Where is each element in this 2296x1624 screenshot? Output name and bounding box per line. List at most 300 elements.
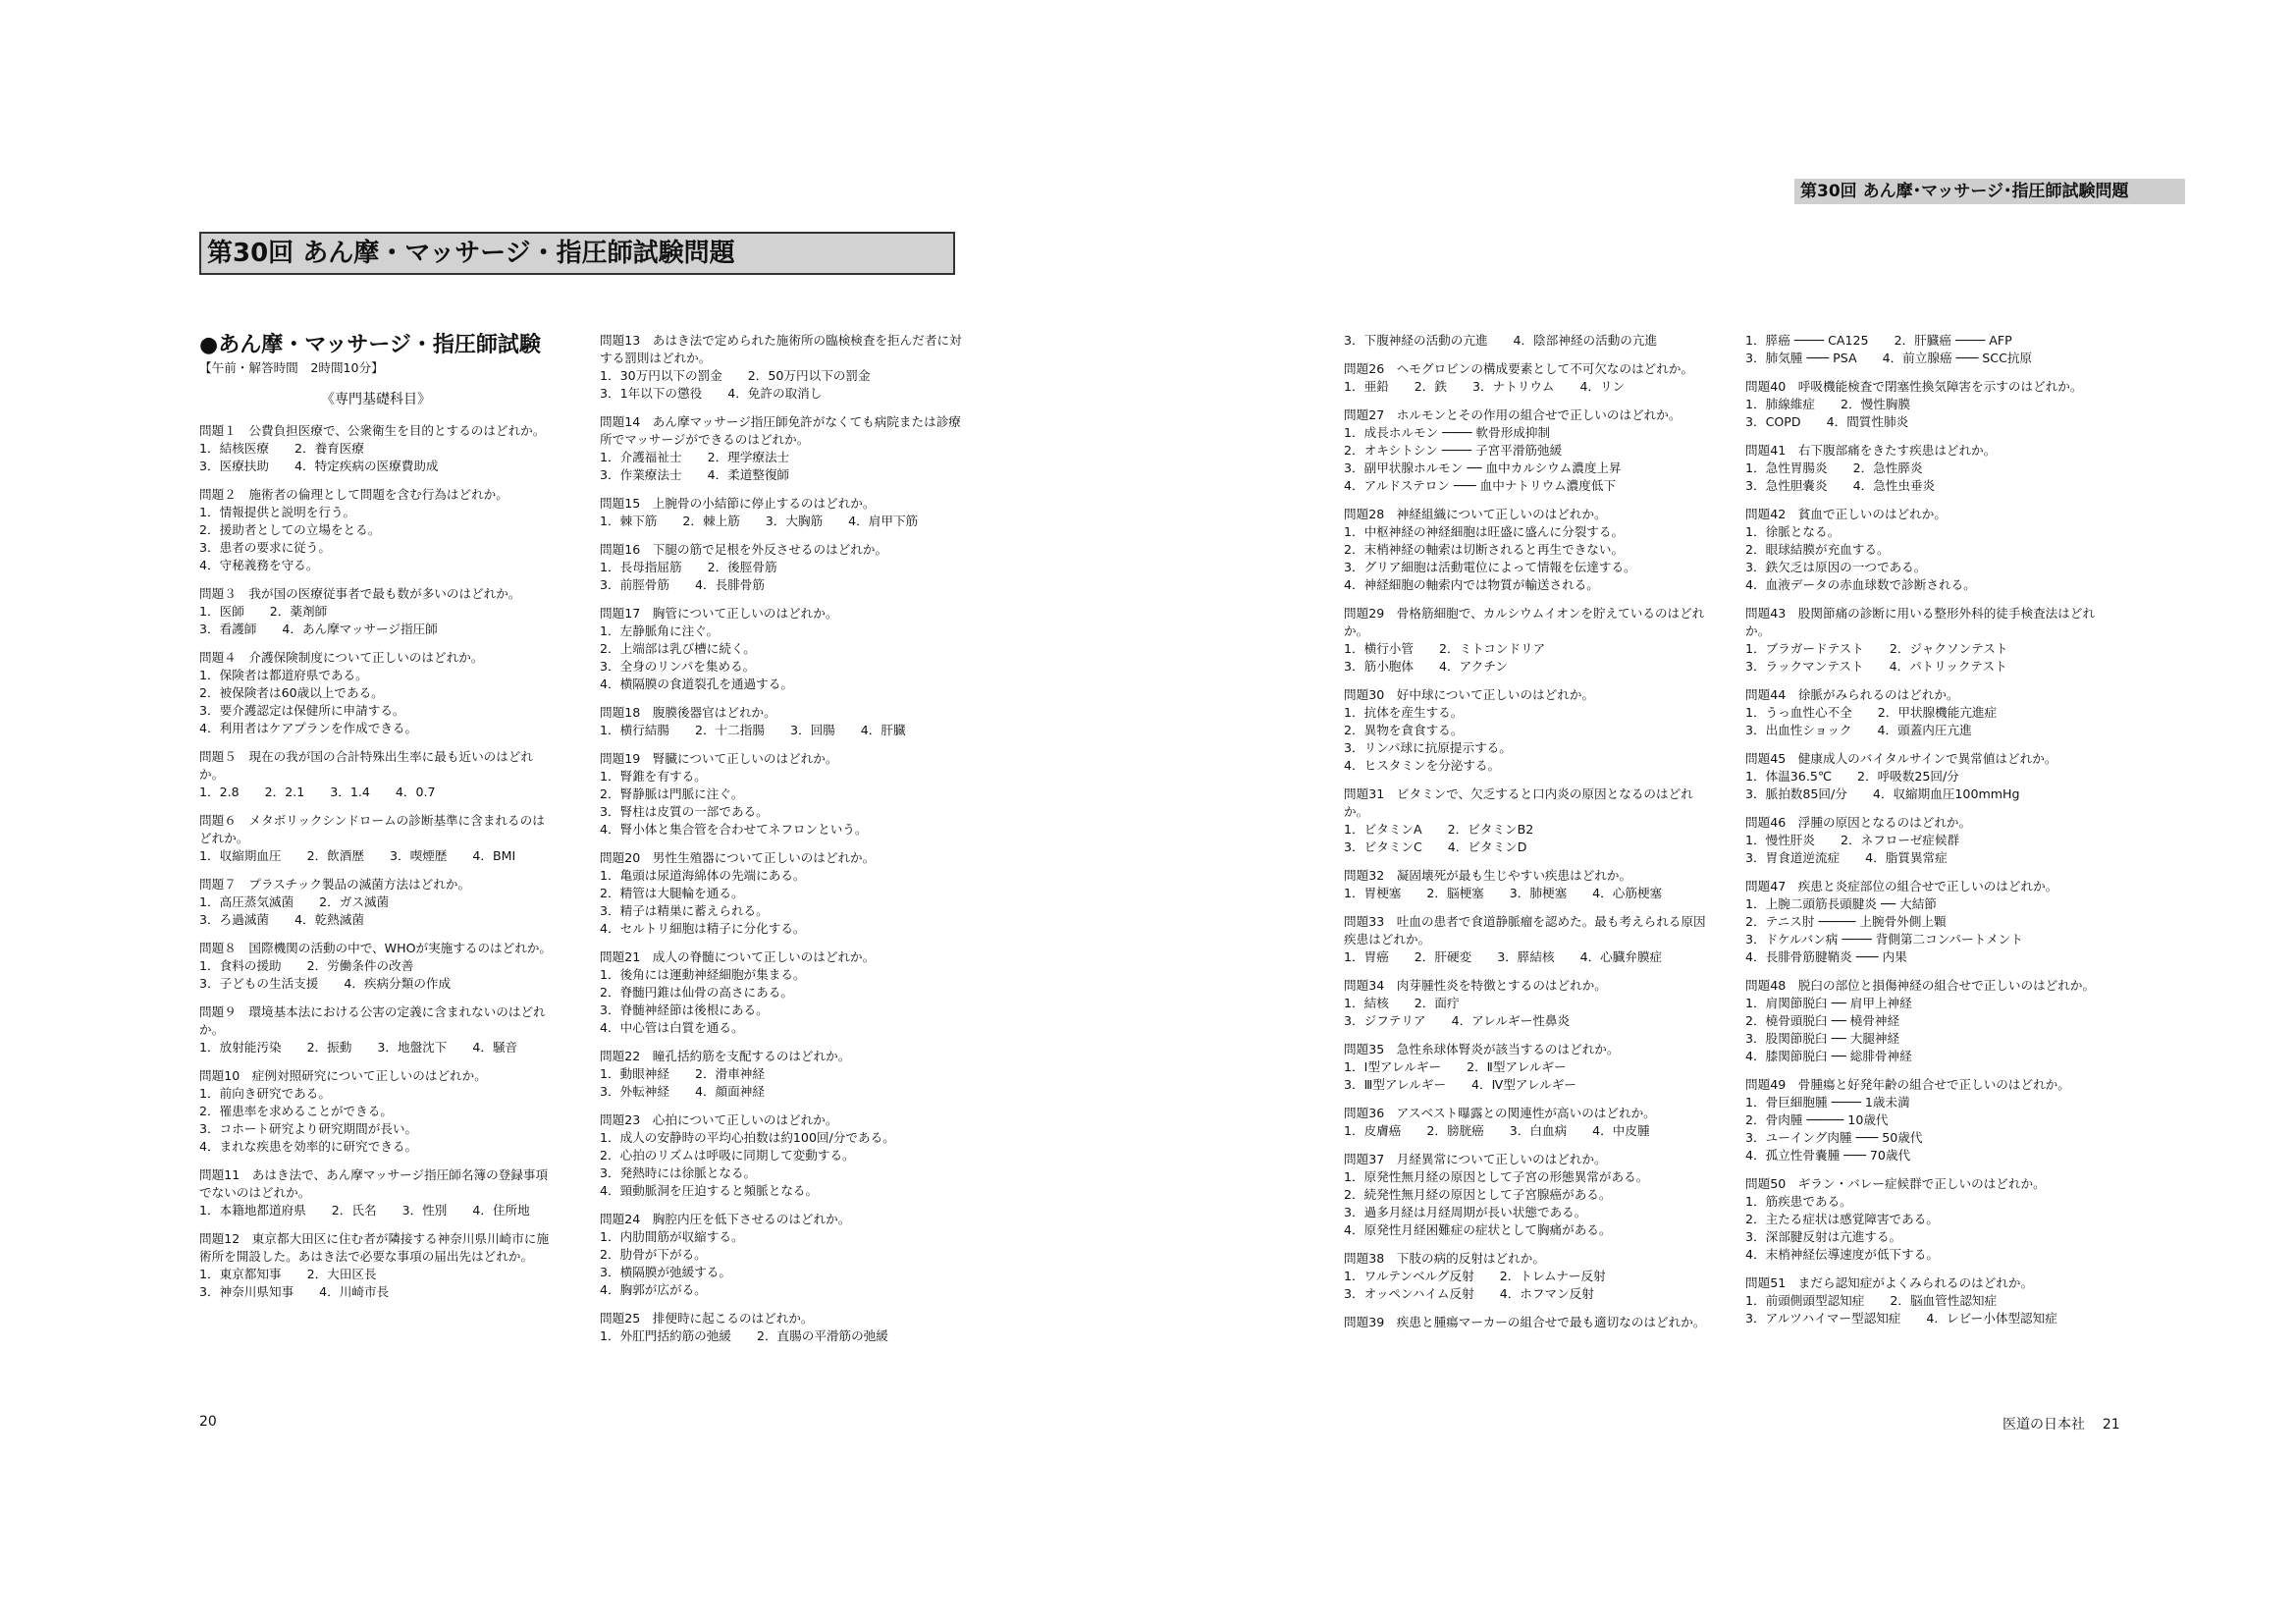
choice-row [600,722,963,739]
answer-choice: 4．ヒスタミンを分泌する。 [1344,758,1501,773]
choice-row [199,603,553,621]
question-stem: 問題34 肉芽腫性炎を特徴とするのはどれか。 [1344,978,1607,993]
choice-row [1344,821,1707,839]
answer-choice: 1．慢性肝炎 [1745,833,1815,847]
question-stem: 問題35 急性糸球体腎炎が該当するのはどれか。 [1344,1042,1620,1056]
answer-choice: 4．中心管は白質を通る。 [600,1020,744,1035]
choice-row [1344,658,1707,676]
choice-row [1745,1094,2109,1111]
answer-choice: 3．膵結核 [1497,949,1555,964]
answer-choice: 2．ミトコンドリア [1438,641,1546,656]
question [1745,1274,2109,1327]
choice-row [199,702,553,720]
answer-choice: 3．要介護認定は保健所に申請する。 [199,703,405,718]
question-stem: 問題10 症例対照研究について正しいのはどれか。 [199,1068,487,1083]
answer-choice: 3．発熱時には徐脈となる。 [600,1165,757,1180]
answer-choice: 2．罹患率を求めることができる。 [199,1104,393,1118]
answer-choice: 4．収縮期血圧100mmHg [1872,786,2020,801]
question [1344,332,1707,350]
choice-row [1745,913,2109,931]
answer-choice: 3．ジフテリア [1344,1013,1426,1028]
answer-choice: 3．医療扶助 [199,459,269,473]
choice-row [199,1103,553,1120]
question-list [600,332,963,1345]
answer-choice: 1．成長ホルモン ──── 軟骨形成抑制 [1344,425,1551,440]
choice-row [600,576,963,594]
choice-row [1344,424,1707,442]
answer-choice: 4．間質性肺炎 [1826,414,1909,429]
answer-choice: 2．慢性胸膜 [1840,397,1910,411]
choice-row [1745,1147,2109,1164]
section-subtitle: 【午前・解答時間 2時間10分】 [199,360,384,375]
choice-row [1745,832,2109,849]
question-stem: 問題51 まだら認知症がよくみられるのはどれか。 [1745,1275,2034,1290]
answer-choice: 1．筋疾患である。 [1745,1194,1852,1209]
question [600,541,963,594]
answer-choice: 2．トレムナー反射 [1499,1269,1606,1283]
choice-row [1745,931,2109,948]
choice-row [600,902,963,920]
answer-choice: 2．ビタミンB2 [1447,822,1534,837]
choice-row [1344,559,1707,576]
question [600,1048,963,1101]
choice-row [600,1083,963,1101]
answer-choice: 3．出血性ショック [1745,723,1852,737]
answer-choice: 2．労働条件の改善 [306,958,414,973]
answer-choice: 4．横隔膜の食道裂孔を通過する。 [600,677,793,691]
answer-choice: 4．アルドステロン ─── 血中ナトリウム濃度低下 [1344,478,1617,493]
running-title: 第30回 あん摩･マッサージ･指圧師試験問題 [1794,179,2185,204]
answer-choice: 2．滑車神経 [694,1066,765,1081]
answer-choice: 3．アルツハイマー型認知症 [1745,1311,1901,1326]
answer-choice: 3．ラックマンテスト [1745,659,1864,674]
answer-choice: 4．あん摩マッサージ指圧師 [282,622,438,636]
answer-choice: 1．肺線維症 [1745,397,1815,411]
question-stem: 問題４ 介護保険制度について正しいのはどれか。 [199,650,484,665]
choice-row [600,821,963,839]
page-footer-right [2002,1414,2120,1434]
answer-choice: 2．心拍のリズムは呼吸に同期して変動する。 [600,1148,855,1163]
question [199,1067,553,1156]
answer-choice: 1．横行小管 [1344,641,1414,656]
question [1745,378,2109,431]
category-heading: 《専門基礎科目》 [321,392,431,407]
answer-choice: 4．乾熱滅菌 [294,912,364,927]
choice-row [1344,477,1707,495]
question-stem: 問題７ プラスチック製品の滅菌方法はどれか。 [199,877,471,892]
answer-choice: 3．性別 [401,1203,448,1218]
choice-row [1745,849,2109,867]
choice-row [600,367,963,385]
choice-row [1745,1048,2109,1065]
answer-choice: 4．利用者はケアプランを作成できる。 [199,721,418,735]
choice-row [600,1019,963,1037]
choice-row [1745,785,2109,803]
question [1344,913,1707,966]
question-stem: 問題48 脱臼の部位と損傷神経の組合せで正しいのはどれか。 [1745,978,2096,993]
choice-row [600,449,963,466]
answer-choice: 3．股関節脱臼 ── 大腿神経 [1745,1031,1900,1046]
question-stem: 問題26 ヘモグロビンの構成要素として不可欠なのはどれか。 [1344,361,1694,376]
answer-choice: 3．1.4 [330,785,370,799]
choice-row [600,984,963,1001]
answer-choice: 1．Ⅰ型アレルギー [1344,1059,1442,1074]
answer-choice: 2．上端部は乳び槽に続く。 [600,641,756,656]
question [1344,1151,1707,1239]
answer-choice: 4．頸動脈洞を圧迫すると頻脈となる。 [600,1183,819,1198]
answer-choice: 2．理学療法士 [707,450,790,464]
answer-choice: 2．橈骨頭脱臼 ── 橈骨神経 [1745,1013,1900,1028]
question-stem: 問題５ 現在の我が国の合計特殊出生率に最も近いのはどれか。 [199,749,534,782]
question-stem: 問題２ 施術者の倫理として問題を含む行為はどれか。 [199,487,508,502]
answer-choice: 4．アレルギー性鼻炎 [1451,1013,1571,1028]
question-stem: 問題15 上腕骨の小結節に停止するのはどれか。 [600,496,876,511]
answer-choice: 3．ナトリウム [1472,379,1555,394]
answer-choice: 3．筋小胞体 [1344,659,1414,674]
answer-choice: 2．振動 [306,1040,352,1055]
answer-choice: 3．地盤沈下 [377,1040,448,1055]
answer-choice: 3．ビタミンC [1344,839,1422,854]
question-stem: 問題17 胸管について正しいのはどれか。 [600,606,838,621]
answer-choice: 2．肋骨が下がる。 [600,1247,707,1262]
answer-choice: 2．大田区長 [306,1267,377,1281]
answer-choice: 4．リン [1579,379,1626,394]
answer-choice: 1．高圧蒸気滅菌 [199,894,294,909]
question [600,1310,963,1345]
answer-choice: 1．左静脈角に注ぐ。 [600,623,720,638]
answer-choice: 3．看護師 [199,622,257,636]
question-list [1344,332,1707,1331]
question-stem: 問題41 右下腹部痛をきたす疾患はどれか。 [1745,443,1997,458]
choice-row [1745,413,2109,431]
answer-choice: 2．50万円以下の罰金 [747,368,871,383]
question [1344,1314,1707,1331]
question [1745,814,2109,867]
answer-choice: 3．肺気腫 ─── PSA [1745,351,1857,365]
question-stem: 問題44 徐脈がみられるのはどれか。 [1745,687,1959,702]
answer-choice: 4．急性虫垂炎 [1852,478,1936,493]
choice-row [199,1283,553,1301]
answer-choice: 3．急性胆嚢炎 [1745,478,1828,493]
choice-row [199,847,553,865]
choice-row [600,885,963,902]
answer-choice: 2．ジャクソンテスト [1889,641,2008,656]
choice-row [1745,1228,2109,1246]
answer-choice: 4．陰部神経の活動の亢進 [1513,333,1658,348]
question-stem: 問題20 男性生殖器について正しいのはどれか。 [600,850,876,865]
answer-choice: 2．ガス滅菌 [319,894,390,909]
answer-choice: 4．長腓骨筋 [694,577,765,592]
answer-choice: 3．リンパ球に抗原提示する。 [1344,740,1512,755]
answer-choice: 3．回腸 [789,723,835,737]
answer-choice: 2．後脛骨筋 [707,560,777,574]
question [600,948,963,1037]
choice-row [600,1001,963,1019]
question [1745,605,2109,676]
answer-choice: 3．作業療法士 [600,467,682,482]
question-stem: 問題３ 我が国の医療従事者で最も数が多いのはどれか。 [199,586,521,601]
answer-choice: 2．骨肉腫 ───── 10歳代 [1745,1112,1889,1127]
column-1 [199,332,553,1312]
choice-row [1344,948,1707,966]
answer-choice: 4．頭蓋内圧亢進 [1877,723,1972,737]
answer-choice: 4．免許の取消し [727,386,823,401]
answer-choice: 3．下腹神経の活動の亢進 [1344,333,1488,348]
answer-choice: 3．精子は精巣に蓄えられる。 [600,903,769,918]
question [600,750,963,839]
answer-choice: 3．1年以下の懲役 [600,386,703,401]
answer-choice: 4．BMI [472,848,516,863]
question [199,1230,553,1301]
answer-choice: 1．食料の援助 [199,958,282,973]
choice-row [1344,378,1707,396]
answer-choice: 4．0.7 [395,785,436,799]
question [1745,878,2109,966]
choice-row [600,640,963,658]
question [600,1211,963,1299]
question [600,413,963,484]
question-stem: 問題13 あはき法で定められた施術所の臨検検査を拒んだ者に対する罰則はどれか。 [600,333,962,365]
choice-row [1745,1310,2109,1327]
answer-choice: 3．副甲状腺ホルモン ── 血中カルシウム濃度上昇 [1344,460,1622,475]
answer-choice: 1．亜鉛 [1344,379,1389,394]
answer-choice: 4．アクチン [1438,659,1508,674]
choice-row [199,1039,553,1056]
answer-choice: 4．Ⅳ型アレルギー [1471,1077,1577,1092]
question [199,422,553,475]
question [1745,442,2109,495]
answer-choice: 3．横隔膜が弛緩する。 [600,1265,731,1279]
choice-row [1745,460,2109,477]
question [600,1111,963,1200]
question-stem: 問題12 東京都大田区に住む者が隣接する神奈川県川崎市に施術所を開設した。あはき法で必要な事項の届出先はどれか。 [199,1231,550,1264]
answer-choice: 1．骨巨細胞腫 ──── 1歳未満 [1745,1095,1910,1110]
answer-choice: 4．心臓弁膜症 [1579,949,1663,964]
answer-choice: 3．コホート研究より研究期間が長い。 [199,1121,418,1136]
answer-choice: 4．膝関節脱臼 ── 総腓骨神経 [1745,1049,1912,1063]
question [600,332,963,403]
answer-choice: 1．棘下筋 [600,514,658,528]
question-stem: 問題18 腹膜後器官はどれか。 [600,705,776,720]
choice-row [199,784,553,801]
answer-choice: 2．棘上筋 [682,514,740,528]
choice-row [600,559,963,576]
choice-row [600,658,963,676]
choice-row [1745,541,2109,559]
answer-choice: 4．神経細胞の軸索内では物質が輸送される。 [1344,577,1599,592]
answer-choice: 1．抗体を産生する。 [1344,705,1464,720]
choice-row [199,893,553,911]
choice-row [199,557,553,574]
choice-row [600,1281,963,1299]
question-stem: 問題14 あん摩マッサージ指圧師免許がなくても病院または診療所でマッサージができるのはどれか。 [600,414,961,447]
choice-row [1344,995,1707,1012]
answer-choice: 4．柔道整復師 [707,467,790,482]
question [1745,332,2109,367]
answer-choice: 1．肩関節脱臼 ── 肩甲上神経 [1745,996,1912,1010]
answer-choice: 4．顔面神経 [694,1084,765,1099]
answer-choice: 3．腎柱は皮質の一部である。 [600,804,769,819]
choice-row [600,1147,963,1164]
choice-row [1344,1168,1707,1186]
question [199,649,553,737]
choice-row [1344,739,1707,757]
answer-choice: 1．ビタミンA [1344,822,1422,837]
answer-choice: 1．結核 [1344,996,1389,1010]
choice-row [199,1202,553,1219]
answer-choice: 3．ユーイング肉腫 ─── 50歳代 [1745,1130,1923,1145]
answer-choice: 3．前脛骨筋 [600,577,669,592]
answer-choice: 2．続発性無月経の原因として子宮腺癌がある。 [1344,1187,1612,1202]
choice-row [199,1266,553,1283]
publisher-name: 医道の日本社 [2002,1417,2085,1433]
choice-row [199,957,553,975]
answer-choice: 1．うっ血性心不全 [1745,705,1852,720]
answer-choice: 1．本籍地都道府県 [199,1203,306,1218]
question-stem: 問題49 骨腫瘍と好発年齢の組合せで正しいのはどれか。 [1745,1077,2070,1092]
choice-row [1344,1122,1707,1140]
choice-row [600,623,963,640]
question [1344,1041,1707,1094]
question [1745,750,2109,803]
choice-row [1344,1076,1707,1094]
answer-choice: 4．守秘義務を守る。 [199,558,319,572]
answer-choice: 3．外転神経 [600,1084,669,1099]
answer-choice: 1．胃癌 [1344,949,1389,964]
question [1344,686,1707,775]
answer-choice: 1．前頭側頭型認知症 [1745,1293,1865,1308]
question [1344,506,1707,594]
choice-row [600,1182,963,1200]
choice-row [600,785,963,803]
question-stem: 問題９ 環境基本法における公害の定義に含まれないのはどれか。 [199,1004,546,1037]
answer-choice: 3．大胸筋 [765,514,824,528]
question [1344,977,1707,1030]
choice-row [1745,477,2109,495]
answer-choice: 4．ホフマン反射 [1499,1286,1594,1301]
choice-row [1344,839,1707,856]
answer-choice: 2．甲状腺機能亢進症 [1877,705,1998,720]
choice-row [1745,559,2109,576]
choice-row [600,1228,963,1246]
answer-choice: 1．横行結腸 [600,723,669,737]
answer-choice: 1．急性胃腸炎 [1745,460,1828,475]
question-stem: 問題19 腎臓について正しいのはどれか。 [600,751,838,766]
choice-row [199,440,553,458]
question [1344,605,1707,676]
question [199,486,553,574]
choice-row [1745,1193,2109,1211]
answer-choice: 1．体温36.5℃ [1745,769,1832,784]
answer-choice: 2．2.1 [264,785,305,799]
choice-row [1344,757,1707,775]
answer-choice: 1．収縮期血圧 [199,848,282,863]
answer-choice: 1．内肋間筋が収縮する。 [600,1229,744,1244]
question-stem: 問題31 ビタミンで、欠乏すると口内炎の原因となるのはどれか。 [1344,786,1693,819]
choice-row [1745,396,2109,413]
choice-row [199,539,553,557]
choice-row [1745,350,2109,367]
answer-choice: 4．まれな疾患を効率的に研究できる。 [199,1139,418,1154]
answer-choice: 3．患者の要求に従う。 [199,540,331,555]
answer-choice: 4．胸郭が広がる。 [600,1282,707,1297]
answer-choice: 4．孤立性骨嚢腫 ─── 70歳代 [1745,1148,1911,1163]
question-stem: 問題50 ギラン・バレー症候群で正しいのはどれか。 [1745,1176,2046,1191]
column-3 [1344,332,1707,1342]
choice-row [600,768,963,785]
choice-row [1344,442,1707,460]
question [199,940,553,993]
answer-choice: 4．ビタミンD [1447,839,1527,854]
choice-row [199,521,553,539]
answer-choice: 2．精管は大腿輪を通る。 [600,886,744,900]
choice-row [600,385,963,403]
answer-choice: 1．亀頭は尿道海綿体の先端にある。 [600,868,806,883]
question-stem: 問題16 下腿の筋で足根を外反させるのはどれか。 [600,542,888,557]
answer-choice: 4．長腓骨筋腱鞘炎 ─── 内果 [1745,949,1907,964]
choice-row [1344,523,1707,541]
answer-choice: 4．脂質異常症 [1865,850,1948,865]
choice-row [1745,1246,2109,1264]
answer-choice: 1．動眼神経 [600,1066,669,1081]
answer-choice: 2．飲酒歴 [306,848,364,863]
choice-row [600,1129,963,1147]
choice-row [1344,1268,1707,1285]
answer-choice: 1．膵癌 ──── CA125 [1745,333,1869,348]
answer-choice: 1．徐脈となる。 [1745,524,1841,539]
answer-choice: 3．脈拍数85回/分 [1745,786,1847,801]
question-stem: 問題24 胸腔内圧を低下させるのはどれか。 [600,1212,851,1226]
choice-row [1344,1186,1707,1204]
answer-choice: 2．ネフローゼ症候群 [1840,833,1960,847]
choice-row [199,1138,553,1156]
answer-choice: 4．末梢神経伝導速度が低下する。 [1745,1247,1939,1262]
choice-row [600,803,963,821]
answer-choice: 2．十二指腸 [694,723,765,737]
question-stem: 問題43 股関節痛の診断に用いる整形外科的徒手検査法はどれか。 [1745,606,2096,638]
answer-choice: 3．喫煙歴 [389,848,448,863]
choice-row [199,684,553,702]
choice-row [600,1264,963,1281]
choice-row [1745,576,2109,594]
choice-row [1344,1221,1707,1239]
answer-choice: 3．神奈川県知事 [199,1284,294,1299]
answer-choice: 1．外肛門括約筋の弛緩 [600,1328,731,1343]
answer-choice: 4．パトリックテスト [1889,659,2007,674]
question [1344,360,1707,396]
question [199,812,553,865]
answer-choice: 2．末梢神経の軸索は切断されると再生できない。 [1344,542,1625,557]
choice-row [1344,1058,1707,1076]
choice-row [1344,885,1707,902]
answer-choice: 2．鉄 [1414,379,1447,394]
answer-choice: 4．川崎市長 [319,1284,390,1299]
section-title: ●あん摩・マッサージ・指圧師試験 [199,333,541,357]
choice-row [1745,722,2109,739]
answer-choice: 4．特定疾病の医療費助成 [294,459,439,473]
answer-choice: 3．脊髄神経節は後根にある。 [600,1002,769,1017]
column-2 [600,332,963,1356]
question [199,585,553,638]
choice-row [1745,640,2109,658]
answer-choice: 4．中皮腫 [1592,1123,1650,1138]
answer-choice: 3．深部腱反射は亢進する。 [1745,1229,1902,1244]
answer-choice: 3．グリア細胞は活動電位によって情報を伝達する。 [1344,560,1636,574]
answer-choice: 4．血液データの赤血球数で診断される。 [1745,577,1976,592]
answer-choice: 1．成人の安静時の平均心拍数は約100回/分である。 [600,1130,895,1145]
choice-row [600,513,963,530]
answer-choice: 2．オキシトシン ──── 子宮平滑筋弛緩 [1344,443,1563,458]
